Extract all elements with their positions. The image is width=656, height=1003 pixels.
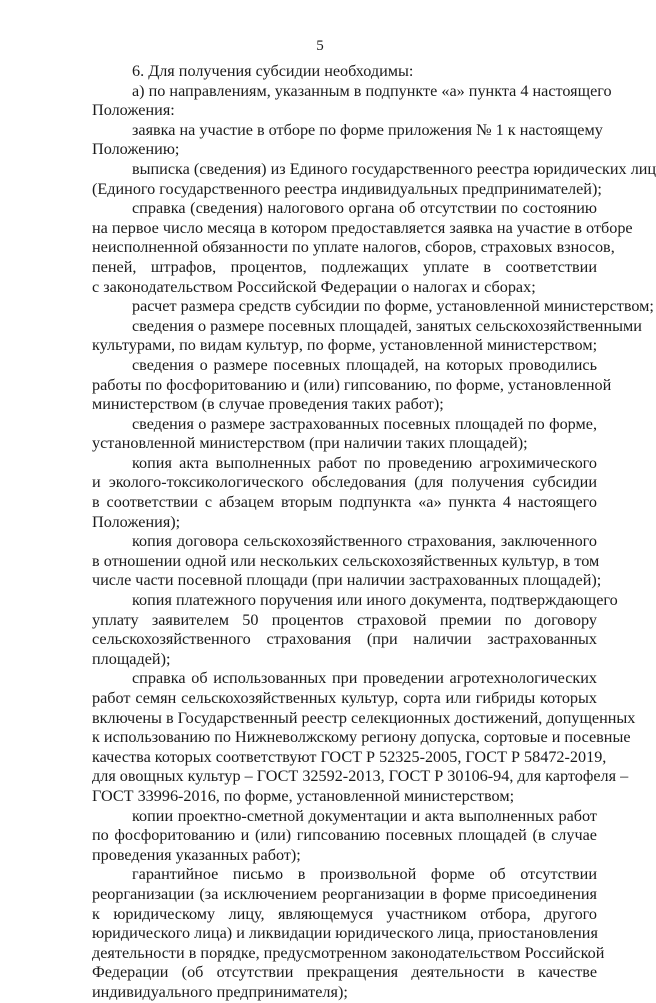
text-line: качества которых соответствуют ГОСТ Р 52325-2005, ГОСТ Р 58472-2019, <box>92 747 607 766</box>
text-line: Положения); <box>92 512 181 531</box>
text-line: справка об использованных при проведении агротехнологических <box>132 669 597 688</box>
text-line: и эколого-токсикологического обследования (для получения субсидии <box>92 473 597 492</box>
text-line: числе части посевной площади (при наличии застрахованных площадей); <box>92 571 602 590</box>
text-line: реорганизации (за исключением реорганизации в форме присоединения <box>92 884 597 903</box>
document-body <box>92 62 656 1003</box>
text-line: ГОСТ 33996-2016, по форме, установленной министерством; <box>92 786 515 805</box>
text-line: расчет размера средств субсидии по форме, установленной министерством; <box>132 297 654 316</box>
page-number: 5 <box>316 38 324 54</box>
text-line: к использованию по Нижневолжскому региону допуска, сортовые и посевные <box>92 728 631 747</box>
paragraph <box>92 297 654 317</box>
text-line: копия акта выполненных работ по проведению агрохимического <box>132 453 597 472</box>
text-line: гарантийное письмо в произвольной форме об отсутствии <box>132 865 597 884</box>
text-line: копии проектно-сметной документации и акта выполненных работ <box>132 806 597 825</box>
paragraph <box>92 199 633 297</box>
text-line: 6. Для получения субсидии необходимы: <box>132 62 414 80</box>
text-line: деятельности в порядке, предусмотренном законодательством Российской <box>92 943 605 962</box>
text-line: (Единого государственного реестра индивидуальных предпринимателей); <box>92 179 602 198</box>
paragraph <box>92 591 618 669</box>
text-line: сведения о размере посевных площадей, на которых проводились <box>132 355 597 374</box>
text-line: Положения: <box>92 101 175 120</box>
text-line: сведения о размере посевных площадей, занятых сельскохозяйственными <box>132 316 642 335</box>
text-line: выписка (сведения) из Единого государственного реестра юридических лиц <box>132 159 656 178</box>
text-line: министерством (в случае проведения таких работ); <box>92 395 444 414</box>
text-line: Положению; <box>92 140 180 159</box>
text-line: сведения о размере застрахованных посевных площадей по форме, <box>132 414 597 433</box>
paragraph <box>92 415 597 454</box>
paragraph <box>92 865 605 1002</box>
paragraph <box>92 316 642 356</box>
paragraph <box>92 120 603 160</box>
text-line: уплату заявителем 50 процентов страховой премии по договору <box>92 610 597 629</box>
text-line: для овощных культур – ГОСТ 32592-2013, ГОСТ Р 30106-94, для картофеля – <box>92 767 629 786</box>
text-line: справка (сведения) налогового органа об отсутствии по состоянию <box>132 199 597 218</box>
paragraph <box>92 807 597 866</box>
text-line: включены в Государственный реестр селекционных достижений, допущенных <box>92 708 636 727</box>
paragraph <box>92 669 636 806</box>
text-line: заявка на участие в отборе по форме приложения № 1 к настоящему <box>132 120 603 139</box>
text-line: пеней, штрафов, процентов, подлежащих уплате в соответствии <box>92 257 597 276</box>
text-line: Федерации (об отсутствии прекращения деятельности в качестве <box>92 963 597 982</box>
text-line: на первое число месяца в котором предоставляется заявка на участие в отборе <box>92 218 633 237</box>
text-line: работ семян сельскохозяйственных культур, сорта или гибриды которых <box>92 689 597 707</box>
paragraph <box>92 355 612 415</box>
text-line: сельскохозяйственного страхования (при наличии застрахованных <box>92 630 597 649</box>
text-line: установленной министерством (при наличии таких площадей); <box>92 434 528 453</box>
text-line: юридического лица) и ликвидации юридического лица, приостановления <box>92 924 598 943</box>
paragraph <box>92 62 597 82</box>
text-line: площадей); <box>92 649 171 668</box>
paragraph <box>92 81 612 121</box>
text-line: работы по фосфоритованию и (или) гипсованию, по форме, установленной <box>92 375 612 394</box>
text-line: а) по направлениям, указанным в подпункте «а» пункта 4 настоящего <box>132 81 612 100</box>
text-line: в соответствии с абзацем вторым подпункта «а» пункта 4 настоящего <box>92 493 597 512</box>
text-line: неисполненной обязанности по уплате налогов, сборов, страховых взносов, <box>92 238 615 257</box>
paragraph <box>92 454 597 532</box>
text-line: проведения указанных работ); <box>92 845 301 864</box>
text-line: к юридическому лицу, являющемуся участником отбора, другого <box>92 904 597 923</box>
text-line: по фосфоритованию и (или) гипсованию посевных площадей (в случае <box>92 826 597 845</box>
paragraph <box>92 532 602 591</box>
text-line: культурами, по видам культур, по форме, установленной министерством; <box>92 336 598 355</box>
text-line: с законодательством Российской Федерации о налогах и сборах; <box>92 277 536 296</box>
text-line: копия платежного поручения или иного документа, подтверждающего <box>132 591 618 610</box>
paragraph <box>92 159 656 199</box>
text-line: индивидуального предпринимателя); <box>92 982 348 1001</box>
text-line: копия договора сельскохозяйственного страхования, заключенного <box>132 532 597 551</box>
text-line: в отношении одной или нескольких сельскохозяйственных культур, в том <box>92 551 600 570</box>
